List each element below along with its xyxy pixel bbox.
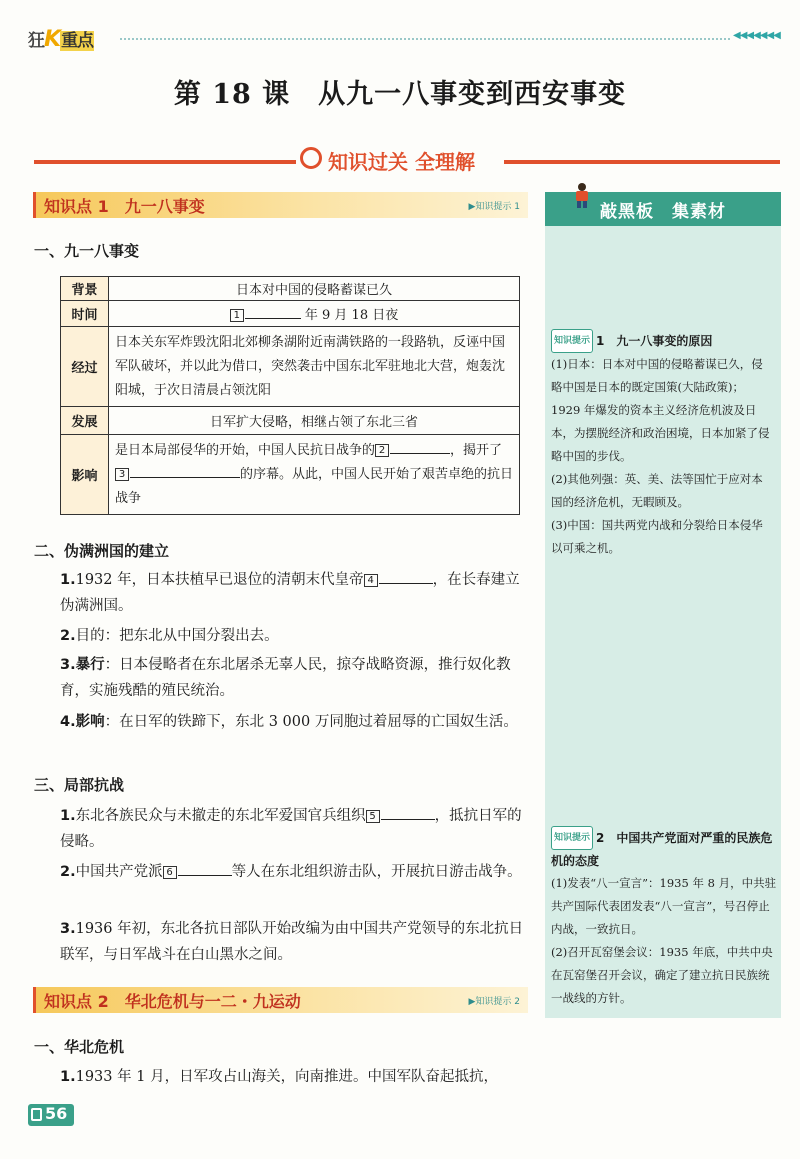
- tip-paragraph: (3)中国：国共两党内战和分裂给日本侵华以可乘之机。: [551, 518, 763, 555]
- list-item: [60, 803, 524, 855]
- item-number: 2.: [60, 864, 76, 880]
- item-number: 3.: [60, 657, 76, 673]
- knowledge-point-2-title: 知识点 2 华北危机与一二・九运动: [44, 992, 301, 1011]
- item-number: 2.: [60, 628, 76, 644]
- table-cell: [109, 435, 520, 515]
- table-label: 时间: [61, 301, 109, 327]
- fill-blank-4[interactable]: [379, 569, 433, 584]
- banner-rule-right: [504, 160, 780, 164]
- tip-paragraph: (1)发表“八一宣言”：1935 年 8 月，中共驻共产国际代表团发表“八一宣言”，号召停止内战，一致抗日。: [551, 876, 777, 936]
- knowledge-tip-2: [551, 826, 777, 1010]
- table-row: [61, 327, 520, 407]
- table-label: 经过: [61, 327, 109, 407]
- knowledge-point-1-hint: ▶知识提示 1: [468, 202, 520, 212]
- table-cell-text: 是日本局部侵华的开始，中国人民抗日战争的: [115, 442, 376, 458]
- fill-blank-1[interactable]: [245, 304, 301, 319]
- banner-rule-left: [34, 160, 296, 164]
- table-cell: [109, 301, 520, 327]
- book-icon: [31, 1108, 42, 1121]
- table-label: 影响: [61, 435, 109, 515]
- table-row: [61, 435, 520, 515]
- section-heading: 一、九一八事变: [34, 242, 140, 260]
- item-text: ：日本侵略者在东北屠杀无辜人民，掠夺战略资源，推行奴化教育，实施残酷的殖民统治。: [60, 657, 511, 699]
- tip-paragraph: (2)其他列强：英、美、法等国忙于应对本国的经济危机，无暇顾及。: [551, 472, 763, 509]
- teacher-figure-icon: [571, 182, 593, 208]
- table-cell-text: 年 9 月 18 日夜: [304, 308, 399, 323]
- item-keyword: 影响: [75, 714, 105, 730]
- banner-swirl-icon: [300, 147, 322, 169]
- item-text: ，在长春建立伪满洲国。: [60, 572, 520, 614]
- table-row: [61, 301, 520, 327]
- item-number: 3.: [60, 921, 76, 937]
- item-text: 中国共产党派: [75, 864, 163, 880]
- table-label: 背景: [61, 277, 109, 301]
- section-heading: 三、局部抗战: [34, 776, 125, 794]
- list-item: [60, 859, 524, 885]
- tip-tag: 知识提示: [551, 826, 593, 850]
- list-item: [60, 916, 524, 968]
- list-item: [60, 652, 524, 704]
- section-heading: 二、伪满洲国的建立: [34, 542, 170, 560]
- sidebar-header: [545, 192, 781, 226]
- sidebar-panel: [545, 192, 781, 1018]
- knowledge-point-1-title: 知识点 1 九一八事变: [44, 197, 205, 216]
- header-arrows-icon: ◀◀◀◀◀◀◀: [733, 30, 780, 41]
- table-cell: 日本关东军炸毁沈阳北郊柳条湖附近南满铁路的一段路轨，反诬中国军队破坏，并以此为借口，突然袭击中国东北军驻地北大营，炮轰沈阳城，于次日清晨占领沈阳: [109, 327, 520, 407]
- item-keyword: 暴行: [75, 657, 105, 673]
- list-item: [60, 1064, 530, 1090]
- fill-blank-2[interactable]: [390, 439, 450, 454]
- tip-paragraph: (2)召开瓦窑堡会议：1935 年底，中共中央在瓦窑堡召开会议，确定了建立抗日民族统一战线的方针。: [551, 945, 773, 1005]
- item-number: 1.: [60, 572, 76, 588]
- fill-blank-3[interactable]: [130, 463, 240, 478]
- item-number: 4.: [60, 714, 76, 730]
- tip-heading: [551, 826, 777, 872]
- item-text: 1936 年初，东北各抗日部队开始改编为由中国共产党领导的东北抗日联军，与日军战斗在白山黑水之间。: [60, 921, 524, 963]
- list-item: [60, 709, 524, 735]
- table-label: 发展: [61, 407, 109, 435]
- tip-title: 2 中国共产党面对严重的民族危机的态度: [551, 831, 773, 868]
- section-heading: 一、华北危机: [34, 1038, 125, 1056]
- sidebar-title: 敲黑板 集素材: [600, 202, 726, 222]
- item-text: 等人在东北组织游击队，开展抗日游击战争。: [231, 864, 522, 880]
- item-number: 1.: [60, 808, 76, 824]
- event-table: [60, 276, 520, 515]
- table-cell-text: 的序幕。从此，中国人民开始了艰苦卓绝的抗日战争: [115, 466, 514, 506]
- tip-heading: [551, 329, 773, 353]
- knowledge-tip-1: [551, 329, 773, 560]
- table-cell-text: ，揭开了: [450, 442, 503, 458]
- page-number: 56: [45, 1104, 68, 1123]
- table-row: [61, 277, 520, 301]
- lesson-title: 第 18 课 从九一八事变到西安事变: [173, 79, 627, 110]
- item-text: ：在日军的铁蹄下，东北 3 000 万同胞过着屈辱的亡国奴生活。: [104, 714, 518, 730]
- blank-number: 4: [364, 574, 378, 587]
- tip-tag: 知识提示: [551, 329, 593, 353]
- table-cell: 日本对中国的侵略蓄谋已久: [109, 277, 520, 301]
- list-item: [60, 567, 524, 619]
- fill-blank-6[interactable]: [178, 861, 232, 876]
- knowledge-point-1-bar: [33, 192, 528, 218]
- item-text: ，抵抗日军的侵略。: [60, 808, 522, 850]
- tip-title: 1 九一八事变的原因: [596, 334, 713, 348]
- blank-number: 2: [375, 444, 389, 457]
- blank-number: 1: [230, 309, 244, 322]
- fill-blank-5[interactable]: [381, 805, 435, 820]
- item-number: 1.: [60, 1069, 76, 1085]
- knowledge-point-2-hint: ▶知识提示 2: [468, 997, 520, 1007]
- item-text: 目的：把东北从中国分裂出去。: [75, 628, 279, 644]
- list-item: [60, 623, 524, 649]
- item-text: 1933 年 1 月，日军攻占山海关，向南推进。中国军队奋起抵抗，: [75, 1069, 499, 1085]
- banner-title: 知识过关 全理解: [328, 150, 475, 174]
- table-cell: 日军扩大侵略，相继占领了东北三省: [109, 407, 520, 435]
- header-dotted-rule: [120, 38, 730, 40]
- table-row: [61, 407, 520, 435]
- blank-number: 6: [163, 866, 177, 879]
- item-text: 东北各族民众与未撤走的东北军爱国官兵组织: [75, 808, 366, 824]
- blank-number: 3: [115, 468, 129, 481]
- brand-logo: 狂K重点: [28, 27, 94, 52]
- item-text: 1932 年，日本扶植早已退位的清朝末代皇帝: [75, 572, 364, 588]
- tip-paragraph: (1)日本：日本对中国的侵略蓄谋已久，侵略中国是日本的既定国策(大陆政策)；1929 年爆发的资本主义经济危机波及日本，为摆脱经济和政治困境，日本加紧了侵略中国的步伐。: [551, 357, 770, 463]
- knowledge-point-2-bar: [33, 987, 528, 1013]
- blank-number: 5: [366, 810, 380, 823]
